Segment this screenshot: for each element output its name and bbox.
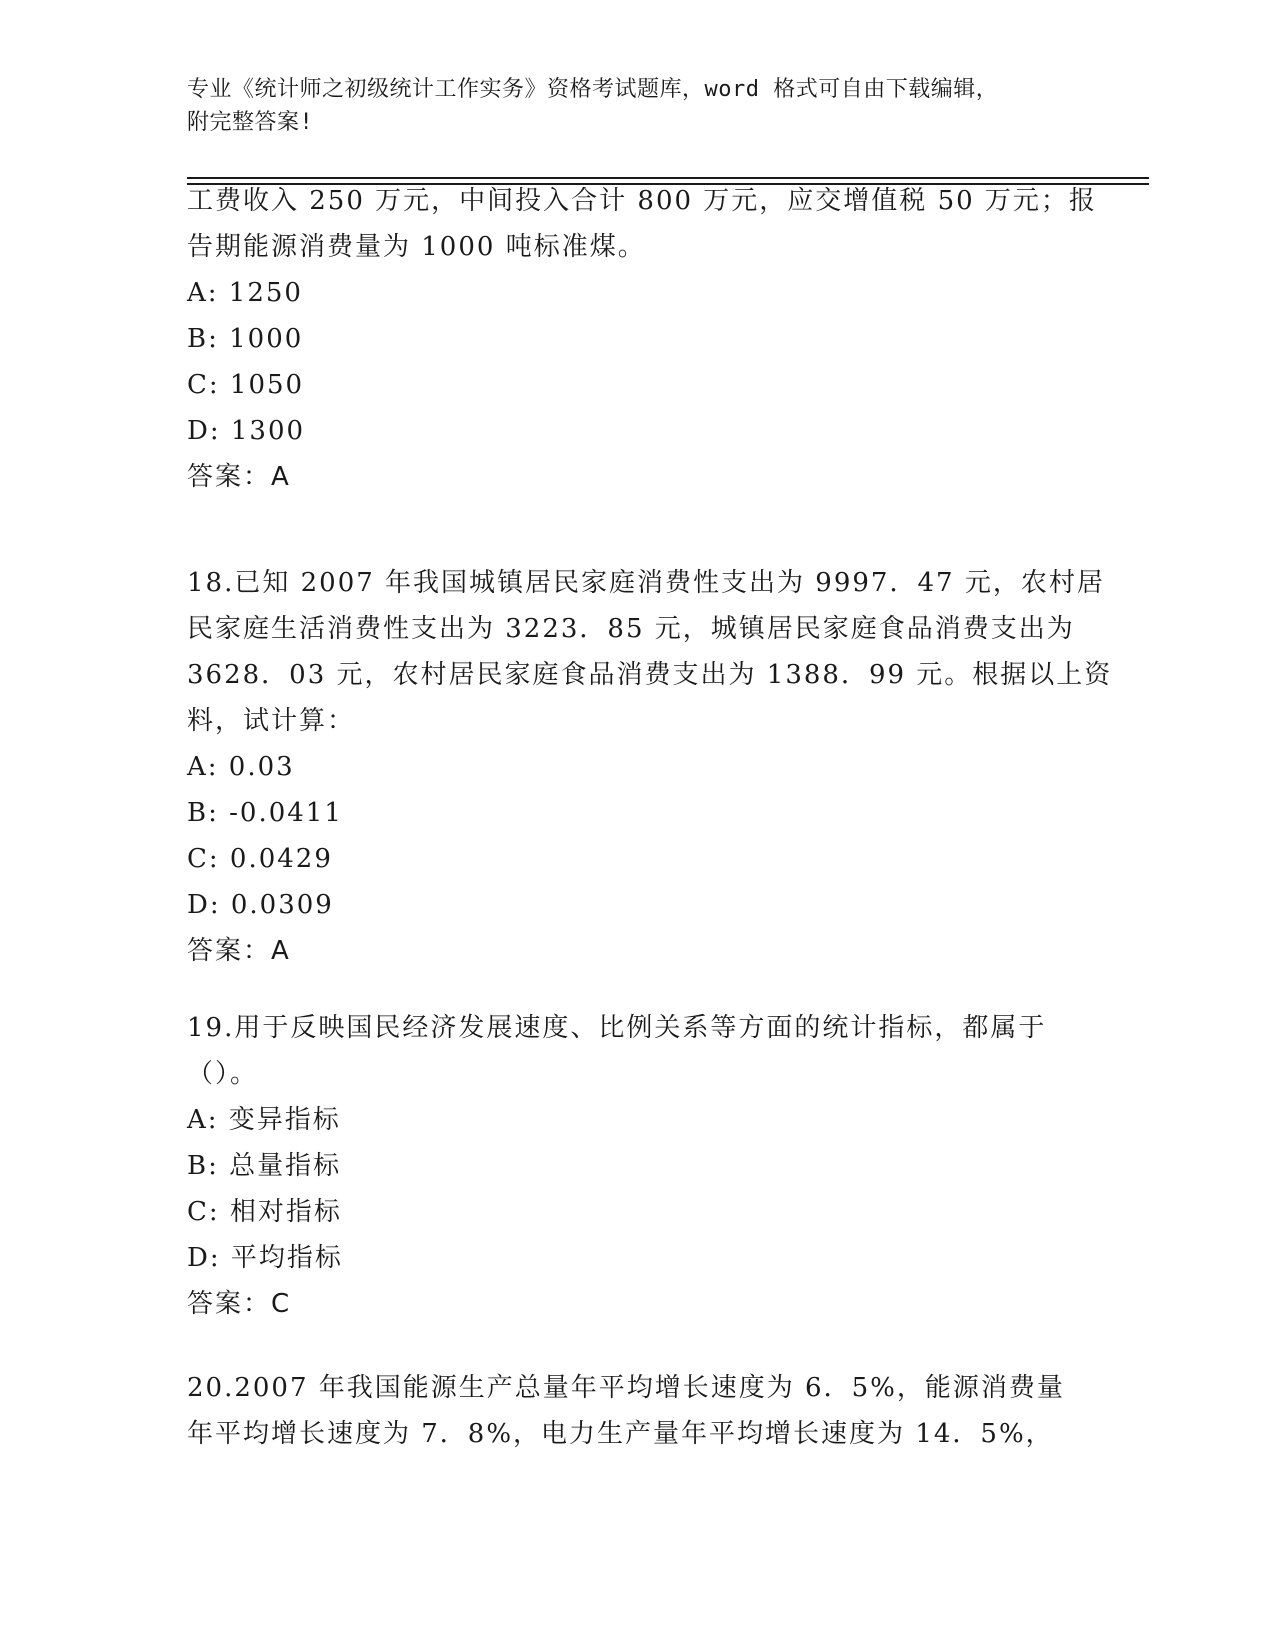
option-c: C: 1050 [187,370,305,400]
header-subtitle-line: 附完整答案! [187,110,314,135]
option-d: D: 0.0309 [187,890,334,920]
question-stem-line: 料，试计算： [187,706,356,736]
option-d: D: 平均指标 [187,1243,343,1273]
answer-line: 答案：A [187,936,291,966]
question-stem-line: 18.已知 2007 年我国城镇居民家庭消费性支出为 9997．47 元，农村居 [187,568,1105,598]
option-b: B: 1000 [187,324,304,354]
answer-line: 答案：C [187,1289,292,1319]
question-19 [187,1005,1087,1327]
question-stem-line: 工费收入 250 万元，中间投入合计 800 万元，应交增值税 50 万元；报 [187,186,1097,216]
question-stem-line: 3628．03 元，农村居民家庭食品消费支出为 1388．99 元。根据以上资 [187,660,1113,690]
question-20 [187,1365,1087,1457]
option-c: C: 0.0429 [187,844,333,874]
header-title-line: 专业《统计师之初级统计工作实务》资格考试题库，word 格式可自由下载编辑， [187,77,999,102]
document-header [187,73,1067,139]
question-stem-line: 民家庭生活消费性支出为 3223．85 元，城镇居民家庭食品消费支出为 [187,614,1075,644]
option-b: B: -0.0411 [187,798,343,828]
question-stem-line: 19.用于反映国民经济发展速度、比例关系等方面的统计指标，都属于 [187,1013,1047,1043]
option-b: B: 总量指标 [187,1151,342,1181]
question-stem-line: 告期能源消费量为 1000 吨标准煤。 [187,232,646,262]
option-c: C: 相对指标 [187,1197,342,1227]
question-stem-line: 年平均增长速度为 7．8%，电力生产量年平均增长速度为 14．5%， [187,1419,1054,1449]
question-18 [187,560,1113,974]
option-a: A: 1250 [187,278,303,308]
option-d: D: 1300 [187,416,306,446]
question-17 [187,178,1097,500]
option-a: A: 0.03 [187,752,295,782]
option-a: A: 变异指标 [187,1105,341,1135]
answer-line: 答案：A [187,462,291,492]
question-stem-line: 20.2007 年我国能源生产总量年平均增长速度为 6．5%，能源消费量 [187,1373,1065,1403]
question-stem-line: （）。 [187,1059,259,1089]
